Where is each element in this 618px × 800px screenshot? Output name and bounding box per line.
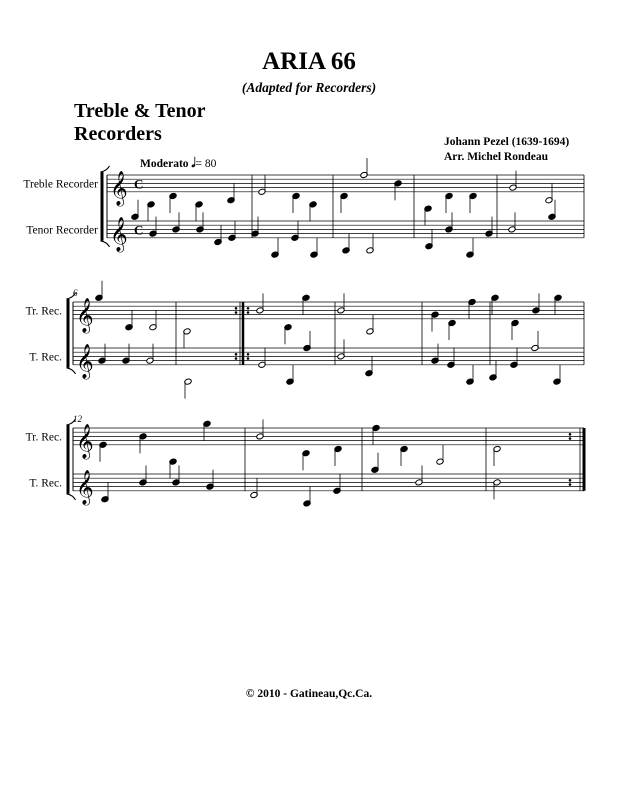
tempo-text: Moderato: [140, 158, 189, 170]
bracket-hook: [67, 368, 76, 374]
instrument-label: Tenor Recorder: [26, 224, 98, 237]
treble-clef-icon: 𝄞: [76, 343, 94, 379]
repeat-dot: [569, 479, 572, 482]
repeat-dot: [569, 483, 572, 486]
composer-credit: Johann Pezel (1639-1694): [444, 136, 570, 148]
instrument-label: T. Rec.: [29, 477, 62, 490]
repeat-dot: [235, 353, 238, 356]
instrument-label: Tr. Rec.: [25, 305, 62, 318]
tempo-value: = 80: [195, 158, 217, 170]
arranger-credit: Arr. Michel Rondeau: [444, 151, 549, 163]
repeat-dot: [569, 433, 572, 436]
treble-clef-icon: 𝄞: [110, 216, 128, 252]
repeat-dot: [247, 353, 250, 356]
treble-clef-icon: 𝄞: [76, 423, 94, 459]
copyright-footer: © 2010 - Gatineau,Qc.Ca.: [245, 688, 373, 700]
treble-clef-icon: 𝄞: [76, 469, 94, 505]
instrument-label: Treble Recorder: [23, 178, 98, 191]
instrument-label: T. Rec.: [29, 351, 62, 364]
measure-number: 12: [73, 414, 82, 424]
time-signature: C: [134, 222, 144, 238]
repeat-dot: [247, 311, 250, 314]
treble-clef-icon: 𝄞: [76, 297, 94, 333]
treble-clef-icon: 𝄞: [110, 170, 128, 206]
page-subtitle: (Adapted for Recorders): [241, 80, 377, 95]
page-title: ARIA 66: [262, 48, 356, 75]
half-note-glyph: 𝅗𝅥: [191, 155, 196, 170]
repeat-dot: [235, 307, 238, 310]
heading-line-1: Treble & Tenor: [74, 100, 206, 122]
repeat-dot: [569, 437, 572, 440]
bracket-hook: [67, 494, 76, 500]
measure-number: 6: [73, 288, 78, 298]
repeat-dot: [247, 357, 250, 360]
bracket-hook: [101, 166, 110, 172]
repeat-dot: [235, 357, 238, 360]
heading-line-2: Recorders: [74, 123, 162, 145]
repeat-dot: [247, 307, 250, 310]
bracket-hook: [101, 241, 110, 247]
time-signature: C: [134, 176, 144, 192]
instrument-label: Tr. Rec.: [25, 431, 62, 444]
repeat-dot: [235, 311, 238, 314]
